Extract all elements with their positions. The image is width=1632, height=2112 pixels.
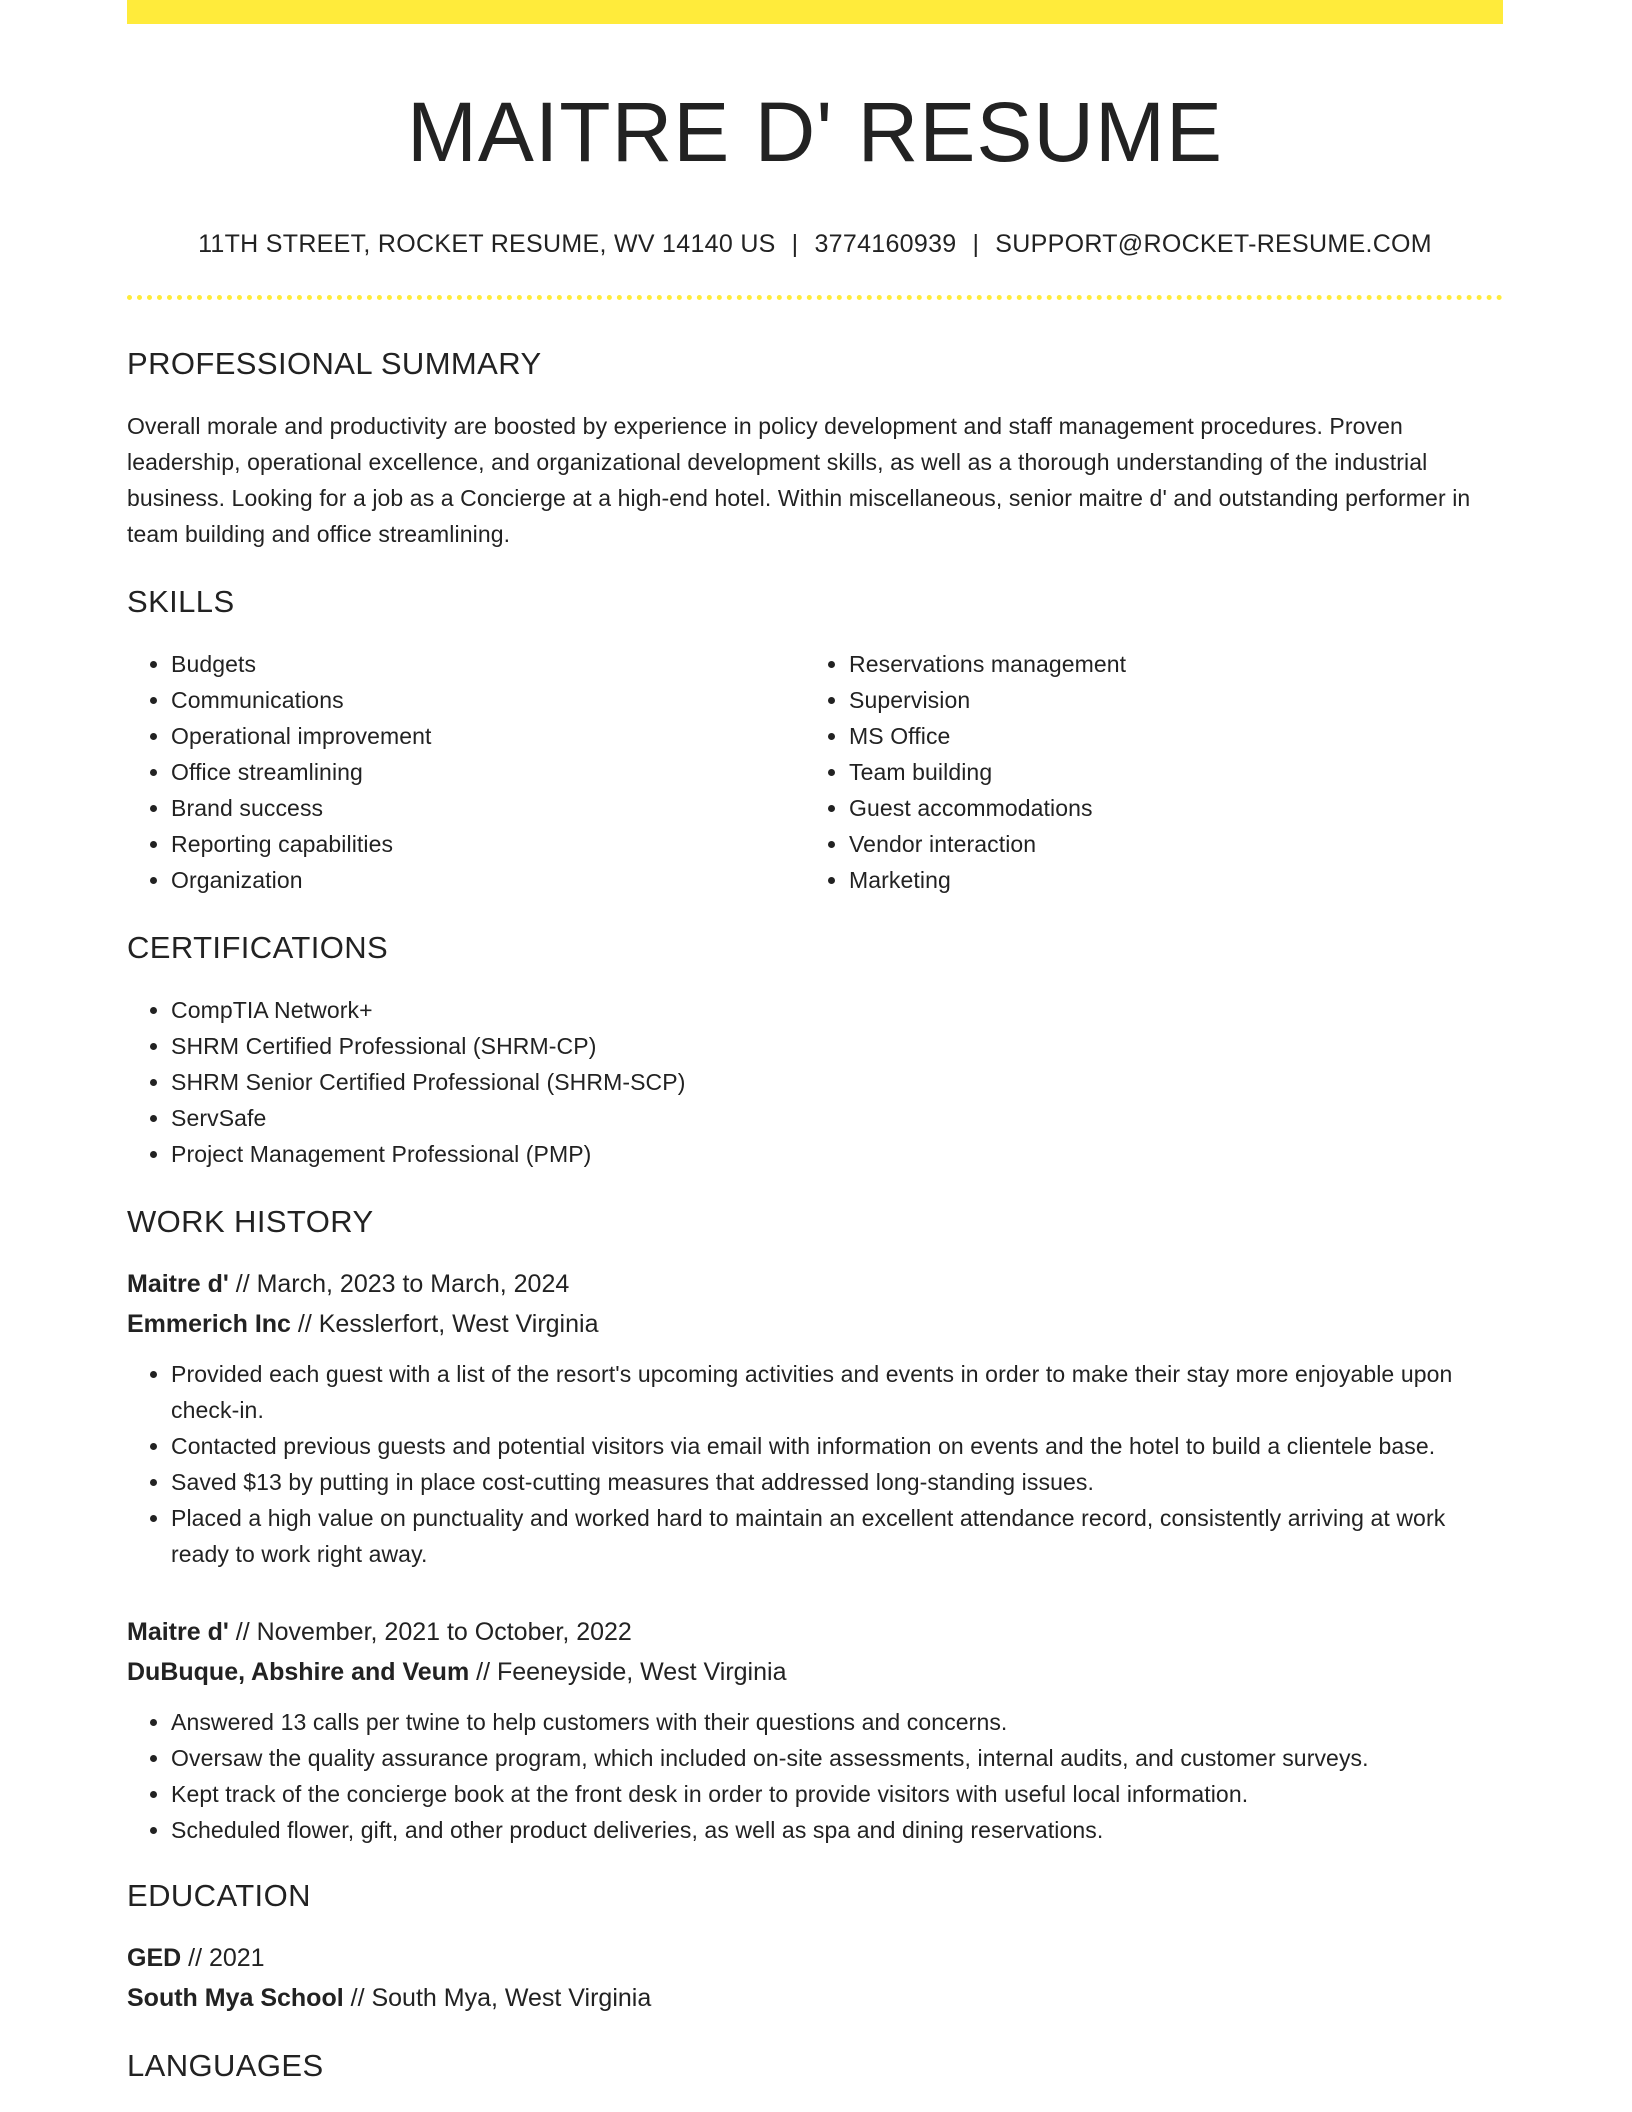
education-year: // 2021 [181,1944,265,1973]
section-title-work-history: WORK HISTORY [127,1204,374,1240]
job-bullet: • Placed a high value on punctuality and worked hard to maintain an excellent attendance record, consistently arriving at work ready to work right away. [171,1500,1503,1572]
job-company-line [127,1304,1503,1344]
certification-item: • SHRM Senior Certified Professional (SHRM-SCP) [171,1064,1503,1100]
skill-item: • Organization [171,862,805,898]
education-section [127,1878,1503,2018]
certifications-section [127,930,1503,1172]
resume-name: MAITRE D' RESUME [406,85,1224,179]
skill-item: • Brand success [171,790,805,826]
job-bullet: • Contacted previous guests and potential visitors via email with information on events and the hotel to build a clientele base. [171,1428,1503,1464]
job-entry [127,1264,1503,1572]
skill-item: • MS Office [849,718,1483,754]
contact-phone: 3774160939 [814,230,957,259]
job-bullet: • Scheduled flower, gift, and other product deliveries, as well as spa and dining reservations. [171,1812,1503,1848]
section-title-skills: SKILLS [127,584,235,620]
section-title-certifications: CERTIFICATIONS [127,930,389,966]
job-company: Emmerich Inc [127,1310,291,1339]
job-entry [127,1612,1503,1848]
job-role-line [127,1612,1503,1652]
certification-item: • CompTIA Network+ [171,992,1503,1028]
education-school-line [127,1978,1503,2018]
job-bullet: • Saved $13 by putting in place cost-cutting measures that addressed long-standing issues. [171,1464,1503,1500]
top-accent-bar [127,0,1503,24]
certification-item: • SHRM Certified Professional (SHRM-CP) [171,1028,1503,1064]
education-degree-line [127,1938,1503,1978]
job-dates: // November, 2021 to October, 2022 [228,1618,632,1647]
education-entry [127,1938,1503,2018]
contact-email: SUPPORT@ROCKET-RESUME.COM [995,230,1432,259]
job-bullet: • Answered 13 calls per twine to help customers with their questions and concerns. [171,1704,1503,1740]
skills-columns [127,646,1503,898]
certifications-list [127,992,1503,1172]
section-title-education: EDUCATION [127,1878,311,1914]
skill-item: • Operational improvement [171,718,805,754]
job-bullets [127,1356,1503,1572]
contact-line [127,230,1503,259]
job-bullet: • Provided each guest with a list of the resort's upcoming activities and events in order to make their stay more enjoyable upon check-in. [171,1356,1503,1428]
contact-separator: | [791,230,799,259]
languages-section [127,2048,1503,2084]
skill-item: • Marketing [849,862,1483,898]
section-title-summary: PROFESSIONAL SUMMARY [127,346,542,382]
skill-item: • Team building [849,754,1483,790]
contact-address: 11TH STREET, ROCKET RESUME, WV 14140 US [198,230,776,259]
certification-item: • Project Management Professional (PMP) [171,1136,1503,1172]
education-degree: GED [127,1944,182,1973]
work-history-section [127,1204,1503,1848]
skills-list-right [805,646,1483,898]
job-bullet: • Oversaw the quality assurance program, which included on-site assessments, internal audits, and customer surveys. [171,1740,1503,1776]
resume-page [127,0,1503,2084]
section-title-languages: LANGUAGES [127,2048,324,2084]
job-company-line [127,1652,1503,1692]
job-dates: // March, 2023 to March, 2024 [228,1270,570,1299]
certification-item: • ServSafe [171,1100,1503,1136]
contact-separator: | [972,230,980,259]
skills-list-left [127,646,805,898]
job-location: // Feeneyside, West Virginia [469,1658,787,1687]
education-location: // South Mya, West Virginia [343,1984,652,2013]
skill-item: • Vendor interaction [849,826,1483,862]
job-role: Maitre d' [127,1270,229,1299]
skill-item: • Office streamlining [171,754,805,790]
education-school: South Mya School [127,1984,344,2013]
skills-section [127,584,1503,898]
job-bullet: • Kept track of the concierge book at the front desk in order to provide visitors with useful local information. [171,1776,1503,1812]
job-bullets [127,1704,1503,1848]
summary-text: Overall morale and productivity are boosted by experience in policy development and staff management procedures. Proven leadership, operational excellence, and organizational development skills, as well as a thorough understanding of the industrial business. Looking for a job as a Concierge at a high-end hotel. Within miscellaneous, senior maitre d' and outstanding performer in team building and office streamlining. [127,413,1471,548]
skill-item: • Supervision [849,682,1483,718]
job-role-line [127,1264,1503,1304]
skill-item: • Communications [171,682,805,718]
skill-item: • Guest accommodations [849,790,1483,826]
skill-item: • Reporting capabilities [171,826,805,862]
job-role: Maitre d' [127,1618,229,1647]
job-company: DuBuque, Abshire and Veum [127,1658,470,1687]
summary-section [127,346,1503,552]
skills-column-right [805,646,1483,898]
dotted-divider [127,295,1503,300]
skills-column-left [127,646,805,898]
skill-item: • Budgets [171,646,805,682]
skill-item: • Reservations management [849,646,1483,682]
job-location: // Kesslerfort, West Virginia [290,1310,599,1339]
